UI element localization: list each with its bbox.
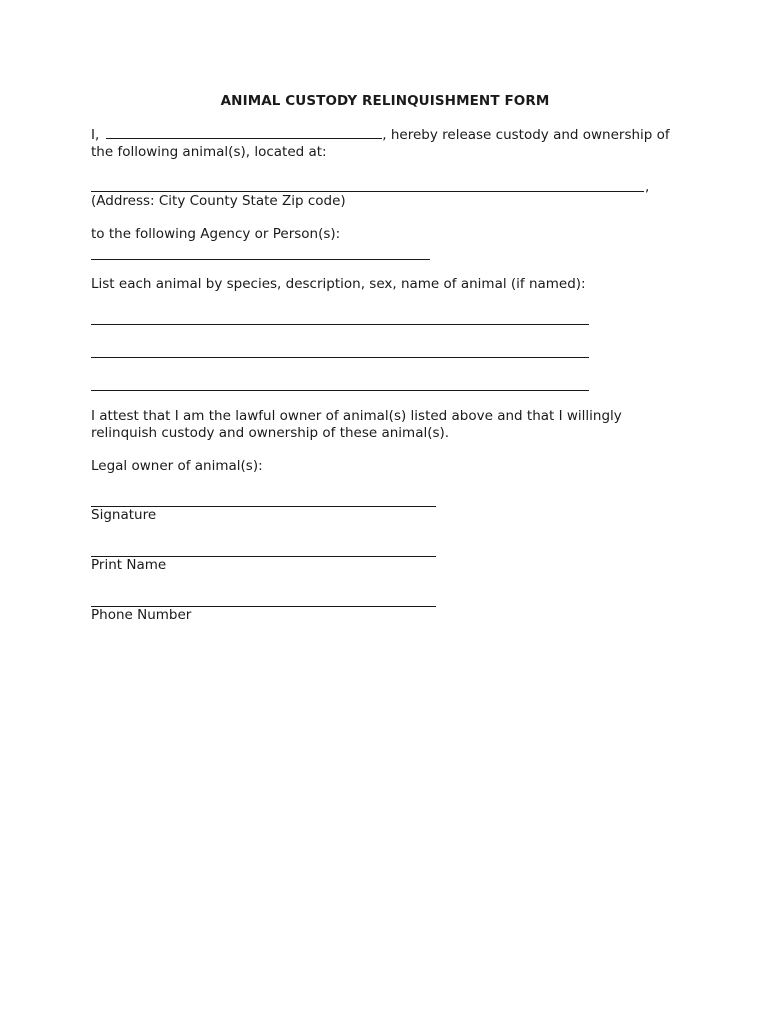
agency-label: to the following Agency or Person(s): <box>91 226 341 242</box>
releaser-name-blank[interactable] <box>106 137 382 139</box>
legal-owner-label: Legal owner of animal(s): <box>91 458 263 474</box>
attest-line-2: relinquish custody and ownership of these animal(s). <box>91 425 450 441</box>
phone-number-label: Phone Number <box>91 607 192 623</box>
form-title: ANIMAL CUSTODY RELINQUISHMENT FORM <box>220 93 550 109</box>
address-comma: , <box>645 179 650 195</box>
attest-line-1: I attest that I am the lawful owner of animal(s) listed above and that I willingly <box>91 408 622 424</box>
address-blank[interactable] <box>91 191 644 192</box>
signature-label: Signature <box>91 507 157 523</box>
intro-line-2: the following animal(s), located at: <box>91 144 327 160</box>
animal-list-blank-1[interactable] <box>91 324 589 325</box>
animal-list-blank-2[interactable] <box>91 357 589 358</box>
intro-prefix: I, <box>91 127 100 143</box>
address-caption: (Address: City County State Zip code) <box>91 193 346 209</box>
intro-suffix: , hereby release custody and ownership of <box>382 127 670 143</box>
animal-list-blank-3[interactable] <box>91 390 589 391</box>
agency-blank[interactable] <box>91 259 430 260</box>
print-name-label: Print Name <box>91 557 167 573</box>
list-instruction: List each animal by species, description, sex, name of animal (if named): <box>91 276 586 292</box>
intro-line-1 <box>91 127 670 144</box>
